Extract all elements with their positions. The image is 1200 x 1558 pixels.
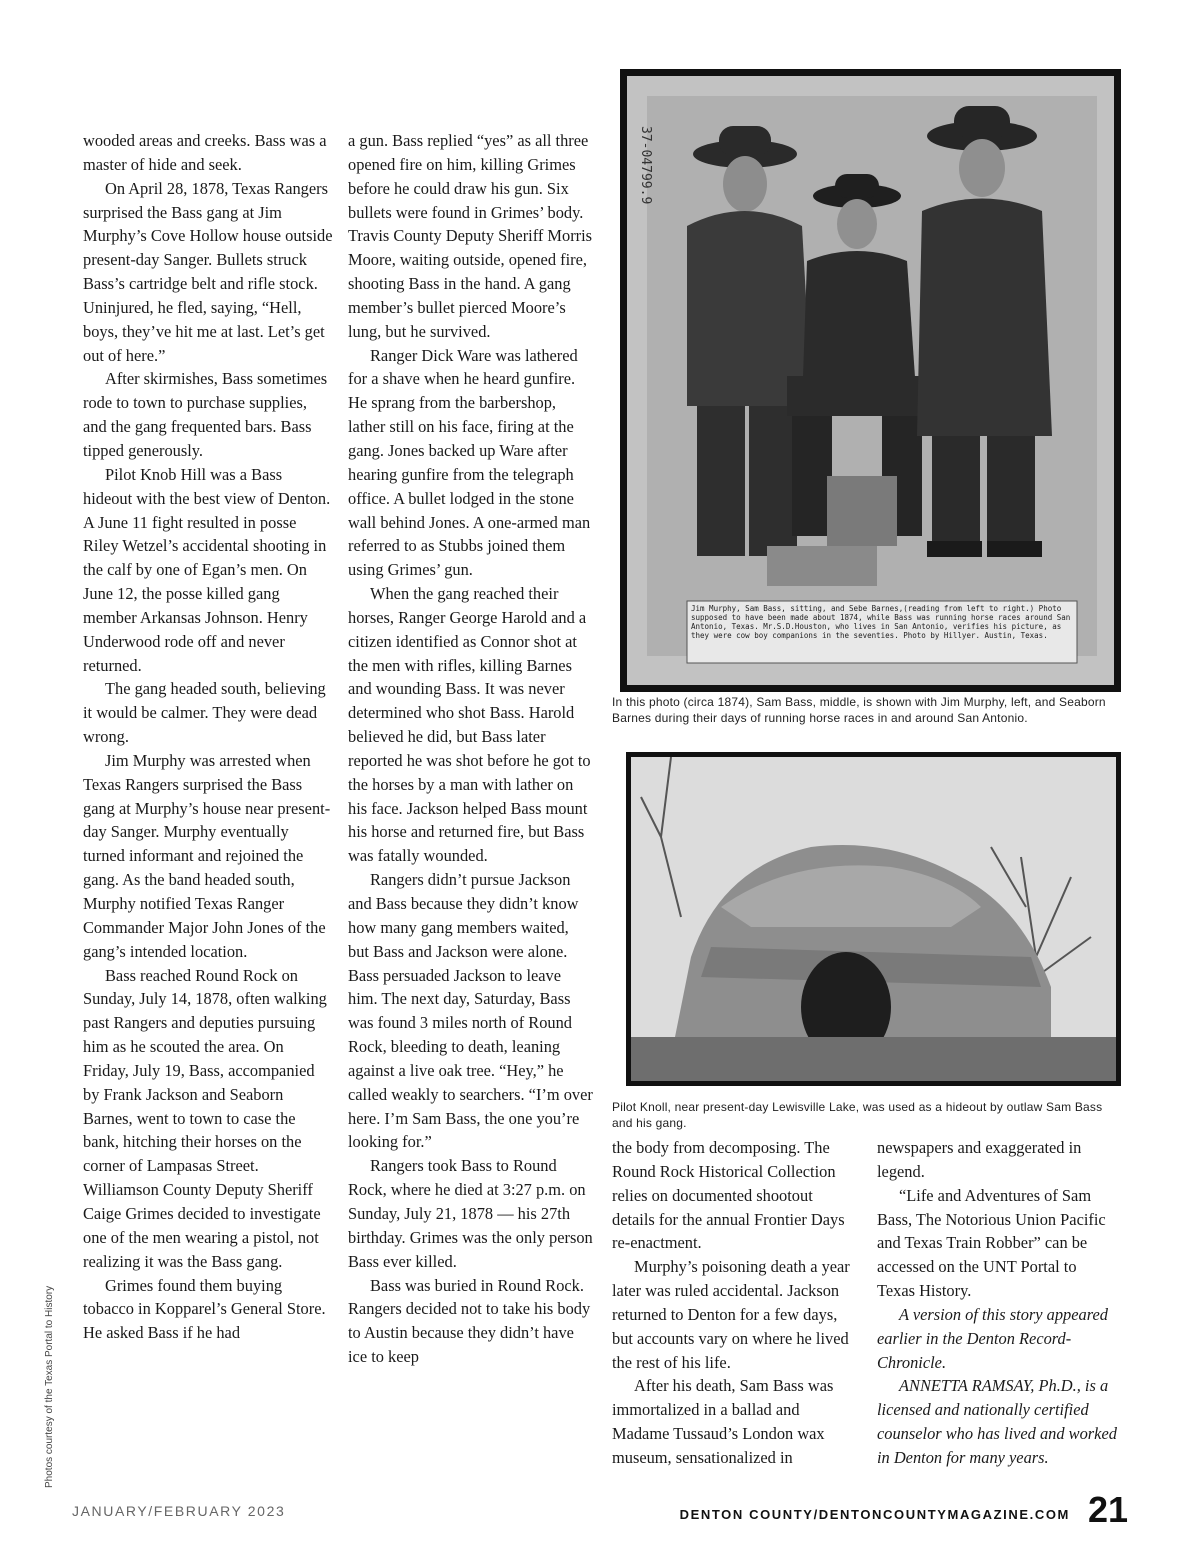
article-column-4 bbox=[877, 1136, 1117, 1470]
photo-credit: Photos courtesy of the Texas Portal to History bbox=[44, 1285, 55, 1488]
three-men-photo-illustration bbox=[627, 76, 1114, 685]
paragraph: Jim Murphy was arrested when Texas Rangers surprised the Bass gang at Murphy’s house near present-day Sanger. Murphy eventually turned informant and rejoined the gang. As the band headed south, Murphy notified Texas Ranger Commander Major John Jones of the gang’s intended location. bbox=[83, 750, 331, 961]
pilot-knoll-photo bbox=[626, 752, 1121, 1086]
photo2-caption: Pilot Knoll, near present-day Lewisville Lake, was used as a hideout by outlaw Sam Bass and his gang. bbox=[612, 1100, 1103, 1130]
issue-date: JANUARY/FEBRUARY 2023 bbox=[72, 1503, 286, 1519]
paragraph: Rangers took Bass to Round Rock, where he died at 3:27 p.m. on Sunday, July 21, 1878 — his 27th birthday. Grimes was the only person Bass ever killed. bbox=[348, 1156, 593, 1271]
paragraph: After skirmishes, Bass sometimes rode to town to purchase supplies, and the gang frequented bars. Bass tipped generously. bbox=[83, 369, 328, 460]
paragraph: Rangers didn’t pursue Jackson and Bass because they didn’t know how many gang members waited, but Bass and Jackson were alone. Bass persuaded Jackson to leave him. The next day, Saturday, Bass was found 3 miles north of Round Rock, bleeding to death, leaning against a live oak tree. “Hey,” he called weakly to searchers. “I’m over here. I’m Sam Bass, the one you’re looking for.” bbox=[348, 870, 593, 1152]
author-bio: ANNETTA RAMSAY, Ph.D., is a licensed and nationally certified counselor who has lived and worked in Denton for many years. bbox=[877, 1376, 1117, 1467]
paragraph: When the gang reached their horses, Ranger George Harold and a citizen identified as Connor shot at the men with rifles, killing Barnes and wounding Bass. It was never determined who shot Bass. Harold believed he did, but Bass later reported he was shot before he got to the horses by a man with lather on his face. Jackson helped Bass mount his horse and returned fire, but Bass was fatally wounded. bbox=[348, 584, 591, 866]
article-column-3 bbox=[612, 1136, 852, 1470]
photo-plaque-text: Jim Murphy, Sam Bass, sitting, and Sebe Barnes,(reading from left to right.) Photo supposed to have been made about 1874, while Bass was running horse races around San Antonio, Texas. Mr.S.D.Houston, who lives in San Antonio, verifies his picture, as they were cow boy companions in the seventies. Photo by Hillyer. Austin, Texas. bbox=[691, 604, 1071, 640]
paragraph: Bass reached Round Rock on Sunday, July 14, 1878, often walking past Rangers and deputies pursuing him as he scouted the area. On Friday, July 19, Bass, accompanied by Frank Jackson and Seaborn Barnes, went to town to case the bank, hitching their horses on the corner of Lampasas Street. Williamson County Deputy Sheriff Caige Grimes decided to investigate one of the men wearing a pistol, not realizing it was the Bass gang. bbox=[83, 965, 327, 1271]
publication-name: DENTON COUNTY/DENTONCOUNTYMAGAZINE.COM bbox=[679, 1507, 1070, 1522]
photo-stamp: 37-04799.9 bbox=[638, 126, 653, 205]
story-note: A version of this story appeared earlier in the Denton Record-Chronicle. bbox=[877, 1304, 1108, 1372]
rock-cave-illustration bbox=[631, 757, 1116, 1081]
photo1-caption: In this photo (circa 1874), Sam Bass, middle, is shown with Jim Murphy, left, and Seaborn Barnes during their days of running horse races in and around San Antonio. bbox=[612, 695, 1106, 725]
page-number: 21 bbox=[1088, 1489, 1129, 1530]
article-column-1 bbox=[83, 129, 333, 1345]
paragraph: the body from decomposing. The Round Rock Historical Collection relies on documented shootout details for the annual Frontier Days re-enactment. bbox=[612, 1138, 845, 1253]
sam-bass-historical-photo bbox=[620, 69, 1121, 692]
paragraph: On April 28, 1878, Texas Rangers surprised the Bass gang at Jim Murphy’s Cove Hollow house outside present-day Sanger. Bullets struck Bass’s cartridge belt and rifle stock. Uninjured, he fled, saying, “Hell, boys, they’ve hit me at last. Let’s get out of here.” bbox=[83, 178, 333, 365]
paragraph: Pilot Knob Hill was a Bass hideout with the best view of Denton. A June 11 fight resulted in posse Riley Wetzel’s accidental shooting in the calf by one of Egan’s men. On June 12, the posse killed gang member Arkansas Johnson. Henry Underwood rode off and never returned. bbox=[83, 464, 331, 675]
paragraph: The gang headed south, believing it would be calmer. They were dead wrong. bbox=[83, 679, 326, 747]
paragraph: Ranger Dick Ware was lathered for a shave when he heard gunfire. He sprang from the barbershop, lather still on his face, firing at the gang. Jones backed up Ware after hearing gunfire from the telegraph office. A bullet lodged in the stone wall behind Jones. A one-armed man referred to as Stubbs joined them using Grimes’ gun. bbox=[348, 345, 591, 580]
paragraph: “Life and Adventures of Sam Bass, The Notorious Union Pacific and Texas Train Robber” can be accessed on the UNT Portal to Texas History. bbox=[877, 1185, 1106, 1301]
paragraph: wooded areas and creeks. Bass was a master of hide and seek. bbox=[83, 131, 327, 174]
article-column-2 bbox=[348, 129, 593, 1369]
paragraph: Murphy’s poisoning death a year later was ruled accidental. Jackson returned to Denton for a few days, but accounts vary on where he lived the rest of his life. bbox=[612, 1257, 850, 1372]
paragraph: Grimes found them buying tobacco in Kopparel’s General Store. He asked Bass if he had bbox=[83, 1275, 326, 1343]
paragraph: a gun. Bass replied “yes” as all three opened fire on him, killing Grimes before he could draw his gun. Six bullets were found in Grimes’ body. Travis County Deputy Sheriff Morris Moore, waiting outside, opened fire, shooting Bass in the hand. A gang member’s bullet pierced Moore’s lung, but he survived. bbox=[348, 131, 593, 341]
paragraph: newspapers and exaggerated in legend. bbox=[877, 1138, 1082, 1181]
paragraph: After his death, Sam Bass was immortalized in a ballad and Madame Tussaud’s London wax museum, sensationalized in bbox=[612, 1376, 834, 1467]
paragraph: Bass was buried in Round Rock. Rangers decided not to take his body to Austin because they didn’t have ice to keep bbox=[348, 1275, 591, 1367]
